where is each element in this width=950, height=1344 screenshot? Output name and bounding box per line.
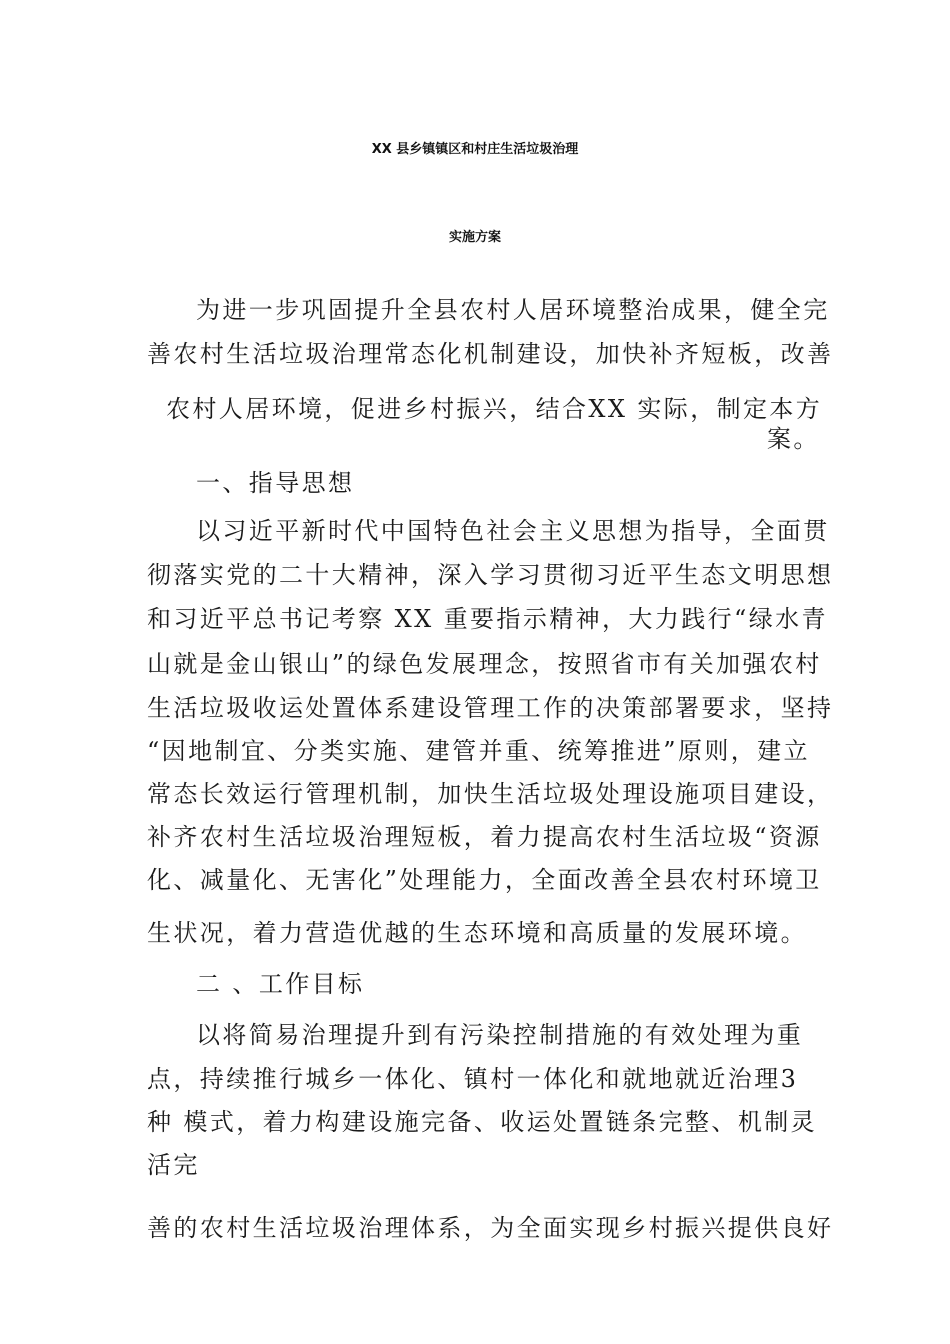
intro-line-2: 善农村生活垃圾治理常态化机制建设，加快补齐短板，改善 <box>147 340 834 368</box>
section-1-line: 和习近平总书记考察 XX 重要指示精神，大力践行“绿水青 <box>147 605 828 633</box>
section-1-line: 生活垃圾收运处置体系建设管理工作的决策部署要求，坚持 <box>147 694 834 722</box>
document-title-line-1: XX 县乡镇镇区和村庄生活垃圾治理 <box>371 142 579 157</box>
intro-line-4: 案。 <box>767 425 820 453</box>
section-1-line: 常态长效运行管理机制，加快生活垃圾处理设施项目建设， <box>147 780 834 808</box>
section-1-line: “因地制宜、分类实施、建管并重、统筹推进”原则，建立 <box>147 737 810 765</box>
section-1-line: 生状况，着力营造优越的生态环境和高质量的发展环境。 <box>147 919 807 947</box>
section-2-heading: 二 、工作目标 <box>196 970 365 998</box>
section-1-line: 化、减量化、无害化”处理能力，全面改善全县农村环境卫 <box>147 866 822 894</box>
document-title-line-2: 实施方案 <box>448 230 501 245</box>
intro-line-1: 为进一步巩固提升全县农村人居环境整治成果，健全完 <box>196 296 830 324</box>
section-1-line: 补齐农村生活垃圾治理短板，着力提高农村生活垃圾“资源 <box>147 823 822 851</box>
section-2-line: 活完 <box>147 1151 200 1179</box>
intro-line-3: 农村人居环境，促进乡村振兴，结合XX 实际，制定本方 <box>166 395 823 423</box>
section-2-line: 以将简易治理提升到有污染控制措施的有效处理为重 <box>196 1021 804 1049</box>
section-1-line: 以习近平新时代中国特色社会主义思想为指导，全面贯 <box>196 517 830 545</box>
section-2-line: 种 模式，着力构建设施完备、收运处置链条完整、机制灵 <box>147 1108 818 1136</box>
section-1-heading: 一、指导思想 <box>196 469 355 497</box>
section-2-line: 善的农村生活垃圾治理体系，为全面实现乡村振兴提供良好 <box>147 1214 834 1242</box>
section-1-line: 彻落实党的二十大精神，深入学习贯彻习近平生态文明思想 <box>147 561 834 589</box>
section-2-line: 点，持续推行城乡一体化、镇村一体化和就地就近治理3 <box>147 1065 799 1093</box>
section-1-line: 山就是金山银山”的绿色发展理念，按照省市有关加强农村 <box>147 650 822 678</box>
